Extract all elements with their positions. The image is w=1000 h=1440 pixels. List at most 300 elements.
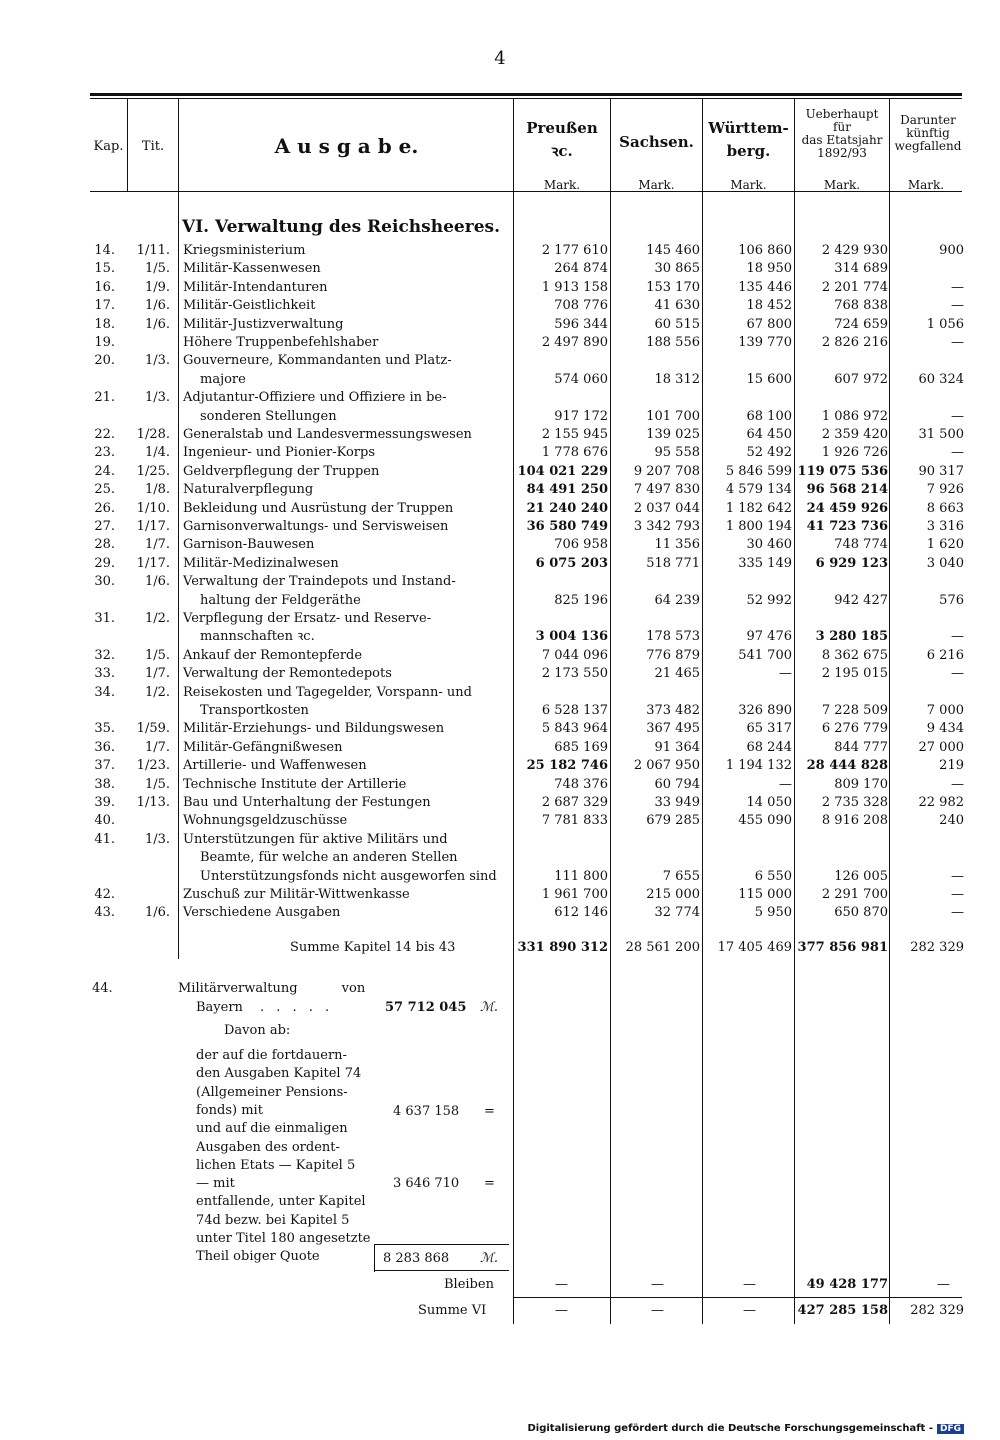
col-rule — [178, 99, 179, 959]
page-number: 4 — [494, 48, 506, 69]
row-darunter: 576 — [939, 592, 964, 608]
unit-label: Mark. — [907, 178, 945, 192]
row-sachsen: 7 655 — [662, 868, 700, 884]
row-ueberhaupt: 2 826 216 — [821, 335, 888, 350]
row-wuerttemberg: 18 950 — [746, 261, 792, 277]
row-preussen: 574 060 — [554, 371, 608, 387]
summe-label: Summe Kapitel 14 bis 43 — [290, 940, 456, 955]
row-description: Militär-Justizverwaltung — [183, 316, 344, 332]
row-ueberhaupt: 748 774 — [834, 537, 888, 553]
col-rule — [702, 99, 703, 1324]
kap44-text-line: entfallende, unter Kapitel — [196, 1194, 366, 1210]
row-sachsen: 30 865 — [654, 261, 700, 277]
row-ueberhaupt: 24 459 926 — [806, 500, 888, 516]
kap44-total: 8 283 868 — [383, 1251, 450, 1266]
kap44-line1: Militärverwaltung von — [178, 981, 366, 996]
row-description-cont: sonderen Stellungen — [200, 408, 337, 424]
row-wuerttemberg: 52 492 — [746, 445, 792, 461]
row-sachsen: 367 495 — [646, 721, 700, 737]
row-ueberhaupt: 2 735 328 — [821, 795, 888, 810]
row-tit: 1/10. — [136, 500, 170, 516]
summe-vi-sachsen: — — [651, 1303, 664, 1318]
row-kap: 42. — [94, 887, 115, 902]
row-darunter: — — [951, 335, 964, 350]
header-darunter-3: wegfallend — [894, 139, 962, 153]
row-preussen: 708 776 — [554, 298, 608, 314]
row-sachsen: 11 356 — [654, 537, 700, 553]
row-tit: 1/8. — [144, 482, 170, 498]
row-darunter: — — [951, 905, 964, 921]
row-kap: 26. — [94, 500, 115, 516]
row-wuerttemberg: — — [779, 776, 792, 792]
summe-vi-label: Summe VI — [418, 1303, 487, 1318]
row-tit: 1/28. — [136, 427, 170, 442]
row-preussen: 1 778 676 — [541, 445, 608, 461]
row-sachsen: 33 949 — [654, 795, 700, 810]
row-description: Kriegsministerium — [183, 243, 306, 258]
row-kap: 19. — [94, 335, 115, 350]
row-darunter: — — [951, 298, 964, 314]
row-sachsen: 18 312 — [654, 371, 700, 387]
row-tit: 1/6. — [144, 905, 170, 921]
row-tit: 1/4. — [144, 445, 170, 461]
top-rule-thin — [90, 98, 962, 99]
bleiben-rule — [513, 1297, 962, 1298]
row-wuerttemberg: 1 800 194 — [725, 519, 792, 534]
row-preussen: 21 240 240 — [526, 500, 608, 516]
row-wuerttemberg: 67 800 — [746, 316, 792, 332]
row-preussen: 3 004 136 — [535, 629, 608, 645]
row-ueberhaupt: 41 723 736 — [806, 519, 888, 534]
row-darunter: 27 000 — [918, 739, 964, 755]
row-ueberhaupt: 1 086 972 — [821, 408, 888, 424]
row-sachsen: 139 025 — [646, 427, 700, 442]
row-kap: 43. — [94, 905, 115, 921]
row-preussen: 612 146 — [554, 905, 608, 921]
unit-label: Mark. — [730, 178, 767, 192]
row-wuerttemberg: 106 860 — [738, 243, 792, 258]
row-sachsen: 2 037 044 — [633, 500, 700, 516]
row-wuerttemberg: 335 149 — [738, 555, 792, 571]
row-kap: 24. — [94, 463, 115, 479]
row-description: Bau und Unterhaltung der Festungen — [183, 795, 431, 810]
row-darunter: — — [951, 666, 964, 682]
row-tit: 1/17. — [136, 519, 170, 534]
row-wuerttemberg: 30 460 — [746, 537, 792, 553]
header-darunter-2: künftig — [906, 126, 950, 140]
row-ueberhaupt: 607 972 — [834, 371, 888, 387]
row-description: Militär-Medizinalwesen — [183, 555, 339, 571]
row-description: Bekleidung und Ausrüstung der Truppen — [183, 500, 454, 516]
row-wuerttemberg: 1 194 132 — [725, 758, 792, 774]
row-ueberhaupt: 2 291 700 — [821, 887, 888, 902]
row-darunter: — — [951, 868, 964, 884]
row-wuerttemberg: 135 446 — [738, 279, 792, 295]
row-darunter: 6 216 — [926, 647, 964, 663]
row-description-cont: Beamte, für welche an anderen Stellen — [200, 850, 458, 866]
bleiben-label: Bleiben — [444, 1277, 494, 1292]
row-kap: 29. — [94, 555, 115, 571]
row-preussen: 706 958 — [554, 537, 608, 553]
row-darunter: — — [951, 887, 964, 902]
row-wuerttemberg: 1 182 642 — [725, 500, 792, 516]
row-description: Geldverpflegung der Truppen — [183, 463, 380, 479]
row-ueberhaupt: 809 170 — [834, 776, 888, 792]
row-kap: 20. — [94, 353, 115, 369]
row-preussen: 917 172 — [554, 408, 608, 424]
header-ueberhaupt — [795, 108, 889, 160]
row-tit: 1/13. — [136, 795, 170, 810]
row-tit: 1/7. — [144, 666, 170, 682]
row-tit: 1/5. — [144, 261, 170, 277]
kap44-text-line: den Ausgaben Kapitel 74 — [196, 1066, 362, 1082]
row-darunter: — — [951, 279, 964, 295]
summe-ueberhaupt: 377 856 981 — [797, 940, 888, 955]
kap44-eq1: = — [484, 1104, 495, 1119]
row-sachsen: 3 342 793 — [633, 519, 700, 534]
row-darunter: 240 — [939, 813, 964, 829]
row-ueberhaupt: 126 005 — [834, 868, 888, 884]
header-ueberhaupt-4: 1892/93 — [817, 146, 867, 160]
row-sachsen: 32 774 — [654, 905, 700, 921]
header-ausgabe: A u s g a b e. — [274, 134, 419, 158]
row-sachsen: 188 556 — [646, 335, 700, 350]
row-ueberhaupt: 3 280 185 — [815, 629, 888, 645]
row-tit: 1/17. — [136, 555, 170, 571]
row-kap: 21. — [94, 390, 115, 406]
row-preussen: 36 580 749 — [526, 519, 608, 534]
row-sachsen: 64 239 — [654, 592, 700, 608]
header-darunter — [890, 114, 966, 153]
kap44-davon: Davon ab: — [224, 1023, 291, 1038]
row-description: Garnison-Bauwesen — [183, 537, 315, 553]
row-darunter: 22 982 — [918, 795, 964, 810]
row-wuerttemberg: 52 992 — [746, 592, 792, 608]
row-darunter: — — [951, 408, 964, 424]
row-description: Höhere Truppenbefehlshaber — [183, 335, 379, 350]
row-preussen: 6 528 137 — [541, 703, 608, 718]
row-tit: 1/25. — [136, 463, 170, 479]
row-sachsen: 41 630 — [654, 298, 700, 314]
kap44-rule — [374, 1244, 509, 1245]
summe-vi-darunter: 282 329 — [910, 1303, 964, 1318]
row-description: Zuschuß zur Militär-Wittwenkasse — [183, 887, 410, 902]
kap44-text-line: unter Titel 180 angesetzte — [196, 1231, 371, 1246]
row-ueberhaupt: 2 201 774 — [821, 279, 888, 295]
row-ueberhaupt: 7 228 509 — [821, 703, 888, 718]
row-sachsen: 9 207 708 — [633, 463, 700, 479]
row-kap: 23. — [94, 445, 115, 461]
row-preussen: 264 874 — [554, 261, 608, 277]
row-description: Verwaltung der Traindepots und Instand- — [183, 574, 456, 590]
row-preussen: 685 169 — [554, 739, 608, 755]
row-darunter: 3 316 — [926, 519, 964, 534]
row-description-cont: mannschaften ꝛc. — [200, 629, 315, 645]
row-description: Verwaltung der Remontedepots — [183, 666, 392, 682]
row-description-cont: Unterstützungsfonds nicht ausgeworfen sind — [200, 868, 497, 884]
row-sachsen: 91 364 — [654, 739, 700, 755]
row-preussen: 2 155 945 — [541, 427, 608, 442]
col-rule — [794, 99, 795, 1324]
row-kap: 39. — [94, 795, 115, 810]
unit-label: Mark. — [638, 178, 675, 192]
row-kap: 38. — [94, 776, 115, 792]
row-kap: 35. — [94, 721, 115, 737]
row-kap: 34. — [94, 684, 115, 700]
kap44-text-line: (Allgemeiner Pensions- — [196, 1084, 348, 1100]
row-sachsen: 101 700 — [646, 408, 700, 424]
row-ueberhaupt: 1 926 726 — [821, 445, 888, 461]
row-preussen: 2 173 550 — [541, 666, 608, 682]
row-ueberhaupt: 650 870 — [834, 905, 888, 921]
row-darunter: — — [951, 445, 964, 461]
row-ueberhaupt: 2 359 420 — [821, 427, 888, 442]
row-tit: 1/59. — [136, 721, 170, 737]
row-tit: 1/5. — [144, 647, 170, 663]
summe-vi-ueberhaupt: 427 285 158 — [797, 1303, 888, 1318]
row-darunter: 900 — [939, 243, 964, 258]
row-wuerttemberg: 6 550 — [754, 868, 792, 884]
row-kap: 27. — [94, 519, 115, 534]
row-description-cont: Transportkosten — [200, 703, 309, 718]
row-wuerttemberg: 68 244 — [746, 739, 792, 755]
row-description: Reisekosten und Tagegelder, Vorspann- und — [183, 684, 472, 700]
row-description-cont: haltung der Feldgeräthe — [200, 592, 361, 608]
row-darunter: — — [951, 776, 964, 792]
row-darunter: 3 040 — [926, 555, 964, 571]
row-darunter: 1 056 — [926, 316, 964, 332]
row-tit: 1/6. — [144, 574, 170, 590]
kap44-text-line: und auf die einmaligen — [196, 1121, 348, 1137]
row-description: Militär-Kassenwesen — [183, 261, 321, 277]
row-kap: 41. — [94, 831, 115, 847]
kap44-eq2: = — [484, 1176, 495, 1191]
row-wuerttemberg: 5 846 599 — [725, 463, 792, 479]
row-kap: 18. — [94, 316, 115, 332]
row-wuerttemberg: 4 579 134 — [725, 482, 792, 498]
header-preussen-sub: ꝛc. — [551, 142, 573, 160]
row-description: Unterstützungen für aktive Militärs und — [183, 831, 448, 847]
bleiben-wuerttemberg: — — [743, 1277, 756, 1292]
unit-label: Mark. — [823, 178, 861, 192]
kap44-line2: Bayern — [196, 1000, 243, 1015]
top-rule-thick — [90, 93, 962, 96]
row-wuerttemberg: 541 700 — [738, 647, 792, 663]
row-ueberhaupt: 942 427 — [834, 592, 888, 608]
summe-vi-wuerttemberg: — — [743, 1303, 756, 1318]
row-tit: 1/2. — [144, 684, 170, 700]
row-tit: 1/3. — [144, 831, 170, 847]
kap44-under-rule — [374, 1270, 509, 1271]
row-kap: 31. — [94, 611, 115, 626]
row-sachsen: 679 285 — [646, 813, 700, 829]
row-ueberhaupt: 28 444 828 — [806, 758, 888, 774]
row-tit: 1/2. — [144, 611, 170, 626]
row-darunter: 31 500 — [918, 427, 964, 442]
kap44-text-line: Ausgaben des ordent- — [196, 1139, 340, 1155]
row-preussen: 25 182 746 — [526, 758, 608, 774]
row-darunter: 219 — [939, 758, 964, 774]
kap44-text-line: Theil obiger Quote — [196, 1249, 320, 1265]
row-preussen: 6 075 203 — [535, 555, 608, 571]
row-kap: 22. — [94, 427, 115, 442]
row-tit: 1/11. — [136, 243, 170, 258]
row-darunter: 90 317 — [918, 463, 964, 479]
row-tit: 1/6. — [144, 298, 170, 314]
row-wuerttemberg: 5 950 — [754, 905, 792, 921]
header-preussen — [514, 120, 610, 160]
row-sachsen: 2 067 950 — [633, 758, 700, 774]
row-wuerttemberg: 18 452 — [746, 298, 792, 314]
row-tit: 1/7. — [144, 739, 170, 755]
row-preussen: 2 177 610 — [541, 243, 608, 258]
row-sachsen: 21 465 — [654, 666, 700, 682]
row-sachsen: 95 558 — [654, 445, 700, 461]
row-tit: 1/7. — [144, 537, 170, 553]
row-preussen: 104 021 229 — [517, 463, 608, 479]
header-preussen-label: Preußen — [526, 119, 598, 137]
row-description: Adjutantur-Offiziere und Offiziere in be- — [183, 390, 447, 406]
row-ueberhaupt: 119 075 536 — [797, 463, 888, 479]
row-preussen: 111 800 — [554, 868, 608, 884]
row-wuerttemberg: 15 600 — [746, 371, 792, 387]
row-description: Militär-Intendanturen — [183, 279, 328, 295]
kap44-amount1: 4 637 158 — [393, 1104, 460, 1119]
row-tit: 1/5. — [144, 776, 170, 792]
row-kap: 32. — [94, 647, 115, 663]
row-tit: 1/6. — [144, 316, 170, 332]
summe-vi-preussen: — — [555, 1303, 568, 1318]
row-kap: 16. — [94, 279, 115, 295]
row-description: Artillerie- und Waffenwesen — [183, 758, 367, 774]
row-ueberhaupt: 6 276 779 — [821, 721, 888, 737]
row-tit: 1/3. — [144, 390, 170, 406]
row-ueberhaupt: 2 429 930 — [821, 243, 888, 258]
col-rule — [889, 99, 890, 1324]
row-darunter: 60 324 — [918, 371, 964, 387]
kap44-text-line: der auf die fortdauern- — [196, 1048, 347, 1063]
row-sachsen: 518 771 — [646, 555, 700, 571]
row-description: Militär-Gefängnißwesen — [183, 739, 343, 755]
row-description: Generalstab und Landesvermessungswesen — [183, 427, 472, 442]
row-sachsen: 215 000 — [646, 887, 700, 902]
row-preussen: 748 376 — [554, 776, 608, 792]
row-wuerttemberg: 139 770 — [738, 335, 792, 350]
bleiben-darunter: — — [937, 1277, 950, 1292]
kap44-text-line: lichen Etats — Kapitel 5 — [196, 1157, 356, 1173]
row-description: Technische Institute der Artillerie — [183, 776, 407, 792]
header-ueberhaupt-3: das Etatsjahr — [801, 133, 883, 147]
kap44-dots: . . . . . — [260, 1000, 334, 1015]
header-ueberhaupt-1: Ueberhaupt — [805, 107, 879, 121]
row-preussen: 84 491 250 — [526, 482, 608, 498]
row-wuerttemberg: 455 090 — [738, 813, 792, 829]
row-ueberhaupt: 8 362 675 — [821, 647, 888, 663]
row-preussen: 596 344 — [554, 316, 608, 332]
row-ueberhaupt: 724 659 — [834, 316, 888, 332]
unit-label: Mark. — [543, 178, 581, 192]
row-kap: 25. — [94, 482, 115, 498]
kap44-number: 44. — [92, 981, 113, 996]
row-description: Militär-Geistlichkeit — [183, 298, 316, 314]
row-ueberhaupt: 314 689 — [834, 261, 888, 277]
row-kap: 40. — [94, 813, 115, 829]
kap44-amount: 57 712 045 — [385, 1000, 467, 1015]
header-ueberhaupt-2: für — [833, 120, 851, 134]
row-preussen: 1 961 700 — [541, 887, 608, 902]
row-wuerttemberg: — — [779, 666, 792, 682]
row-description: Gouverneure, Kommandanten und Platz- — [183, 353, 452, 369]
row-sachsen: 60 794 — [654, 776, 700, 792]
row-sachsen: 7 497 830 — [633, 482, 700, 498]
row-wuerttemberg: 115 000 — [738, 887, 792, 902]
row-wuerttemberg: 326 890 — [738, 703, 792, 718]
row-wuerttemberg: 14 050 — [746, 795, 792, 810]
row-sachsen: 373 482 — [646, 703, 700, 718]
row-kap: 17. — [94, 298, 115, 314]
row-description: Verpflegung der Ersatz- und Reserve- — [183, 611, 432, 626]
row-darunter: 8 663 — [926, 500, 964, 516]
row-kap: 37. — [94, 758, 115, 774]
kap44-text-line: 74d bezw. bei Kapitel 5 — [196, 1212, 350, 1228]
row-description: Ankauf der Remontepferde — [183, 647, 363, 663]
row-darunter: — — [951, 629, 964, 645]
dfg-logo: DFG — [937, 1424, 964, 1434]
bleiben-preussen: — — [555, 1277, 568, 1292]
row-ueberhaupt: 844 777 — [834, 739, 888, 755]
footer-text: Digitalisierung gefördert durch die Deutsche Forschungsgemeinschaft - — [527, 1423, 933, 1434]
row-description: Garnisonverwaltungs- und Servisweisen — [183, 519, 449, 534]
row-description: Naturalverpflegung — [183, 482, 314, 498]
row-sachsen: 153 170 — [646, 279, 700, 295]
row-kap: 14. — [94, 243, 115, 258]
row-wuerttemberg: 68 100 — [746, 408, 792, 424]
row-kap: 33. — [94, 666, 115, 682]
summe-darunter: 282 329 — [910, 940, 964, 955]
kap44-text-line: fonds) mit — [196, 1102, 263, 1118]
row-kap: 28. — [94, 537, 115, 553]
row-darunter: 7 926 — [926, 482, 964, 498]
summe-sachsen: 28 561 200 — [625, 940, 700, 955]
row-wuerttemberg: 64 450 — [746, 427, 792, 442]
row-description: Militär-Erziehungs- und Bildungswesen — [183, 721, 445, 737]
row-preussen: 7 781 833 — [541, 813, 608, 829]
bleiben-sachsen: — — [651, 1277, 664, 1292]
row-ueberhaupt: 768 838 — [834, 298, 888, 314]
row-preussen: 1 913 158 — [541, 279, 608, 295]
row-ueberhaupt: 2 195 015 — [821, 666, 888, 682]
header-darunter-1: Darunter — [900, 113, 956, 127]
row-sachsen: 60 515 — [654, 316, 700, 332]
row-description-cont: majore — [200, 371, 246, 387]
row-wuerttemberg: 97 476 — [746, 629, 792, 645]
kap44-unit: ℳ. — [480, 1000, 499, 1015]
header-wuerttemberg — [703, 120, 794, 160]
header-sachsen: Sachsen. — [619, 133, 694, 151]
row-kap: 15. — [94, 261, 115, 277]
col-rule — [610, 99, 611, 1324]
row-darunter: 7 000 — [926, 703, 964, 718]
row-preussen: 5 843 964 — [541, 721, 608, 737]
kap44-text-line: — mit — [196, 1176, 235, 1192]
row-darunter: 9 434 — [926, 721, 964, 737]
row-wuerttemberg: 65 317 — [746, 721, 792, 737]
row-sachsen: 178 573 — [646, 629, 700, 645]
row-ueberhaupt: 8 916 208 — [821, 813, 888, 829]
bleiben-ueberhaupt: 49 428 177 — [806, 1277, 888, 1292]
row-preussen: 2 497 890 — [541, 335, 608, 350]
section-title: VI. Verwaltung des Reichsheeres. — [182, 217, 500, 237]
